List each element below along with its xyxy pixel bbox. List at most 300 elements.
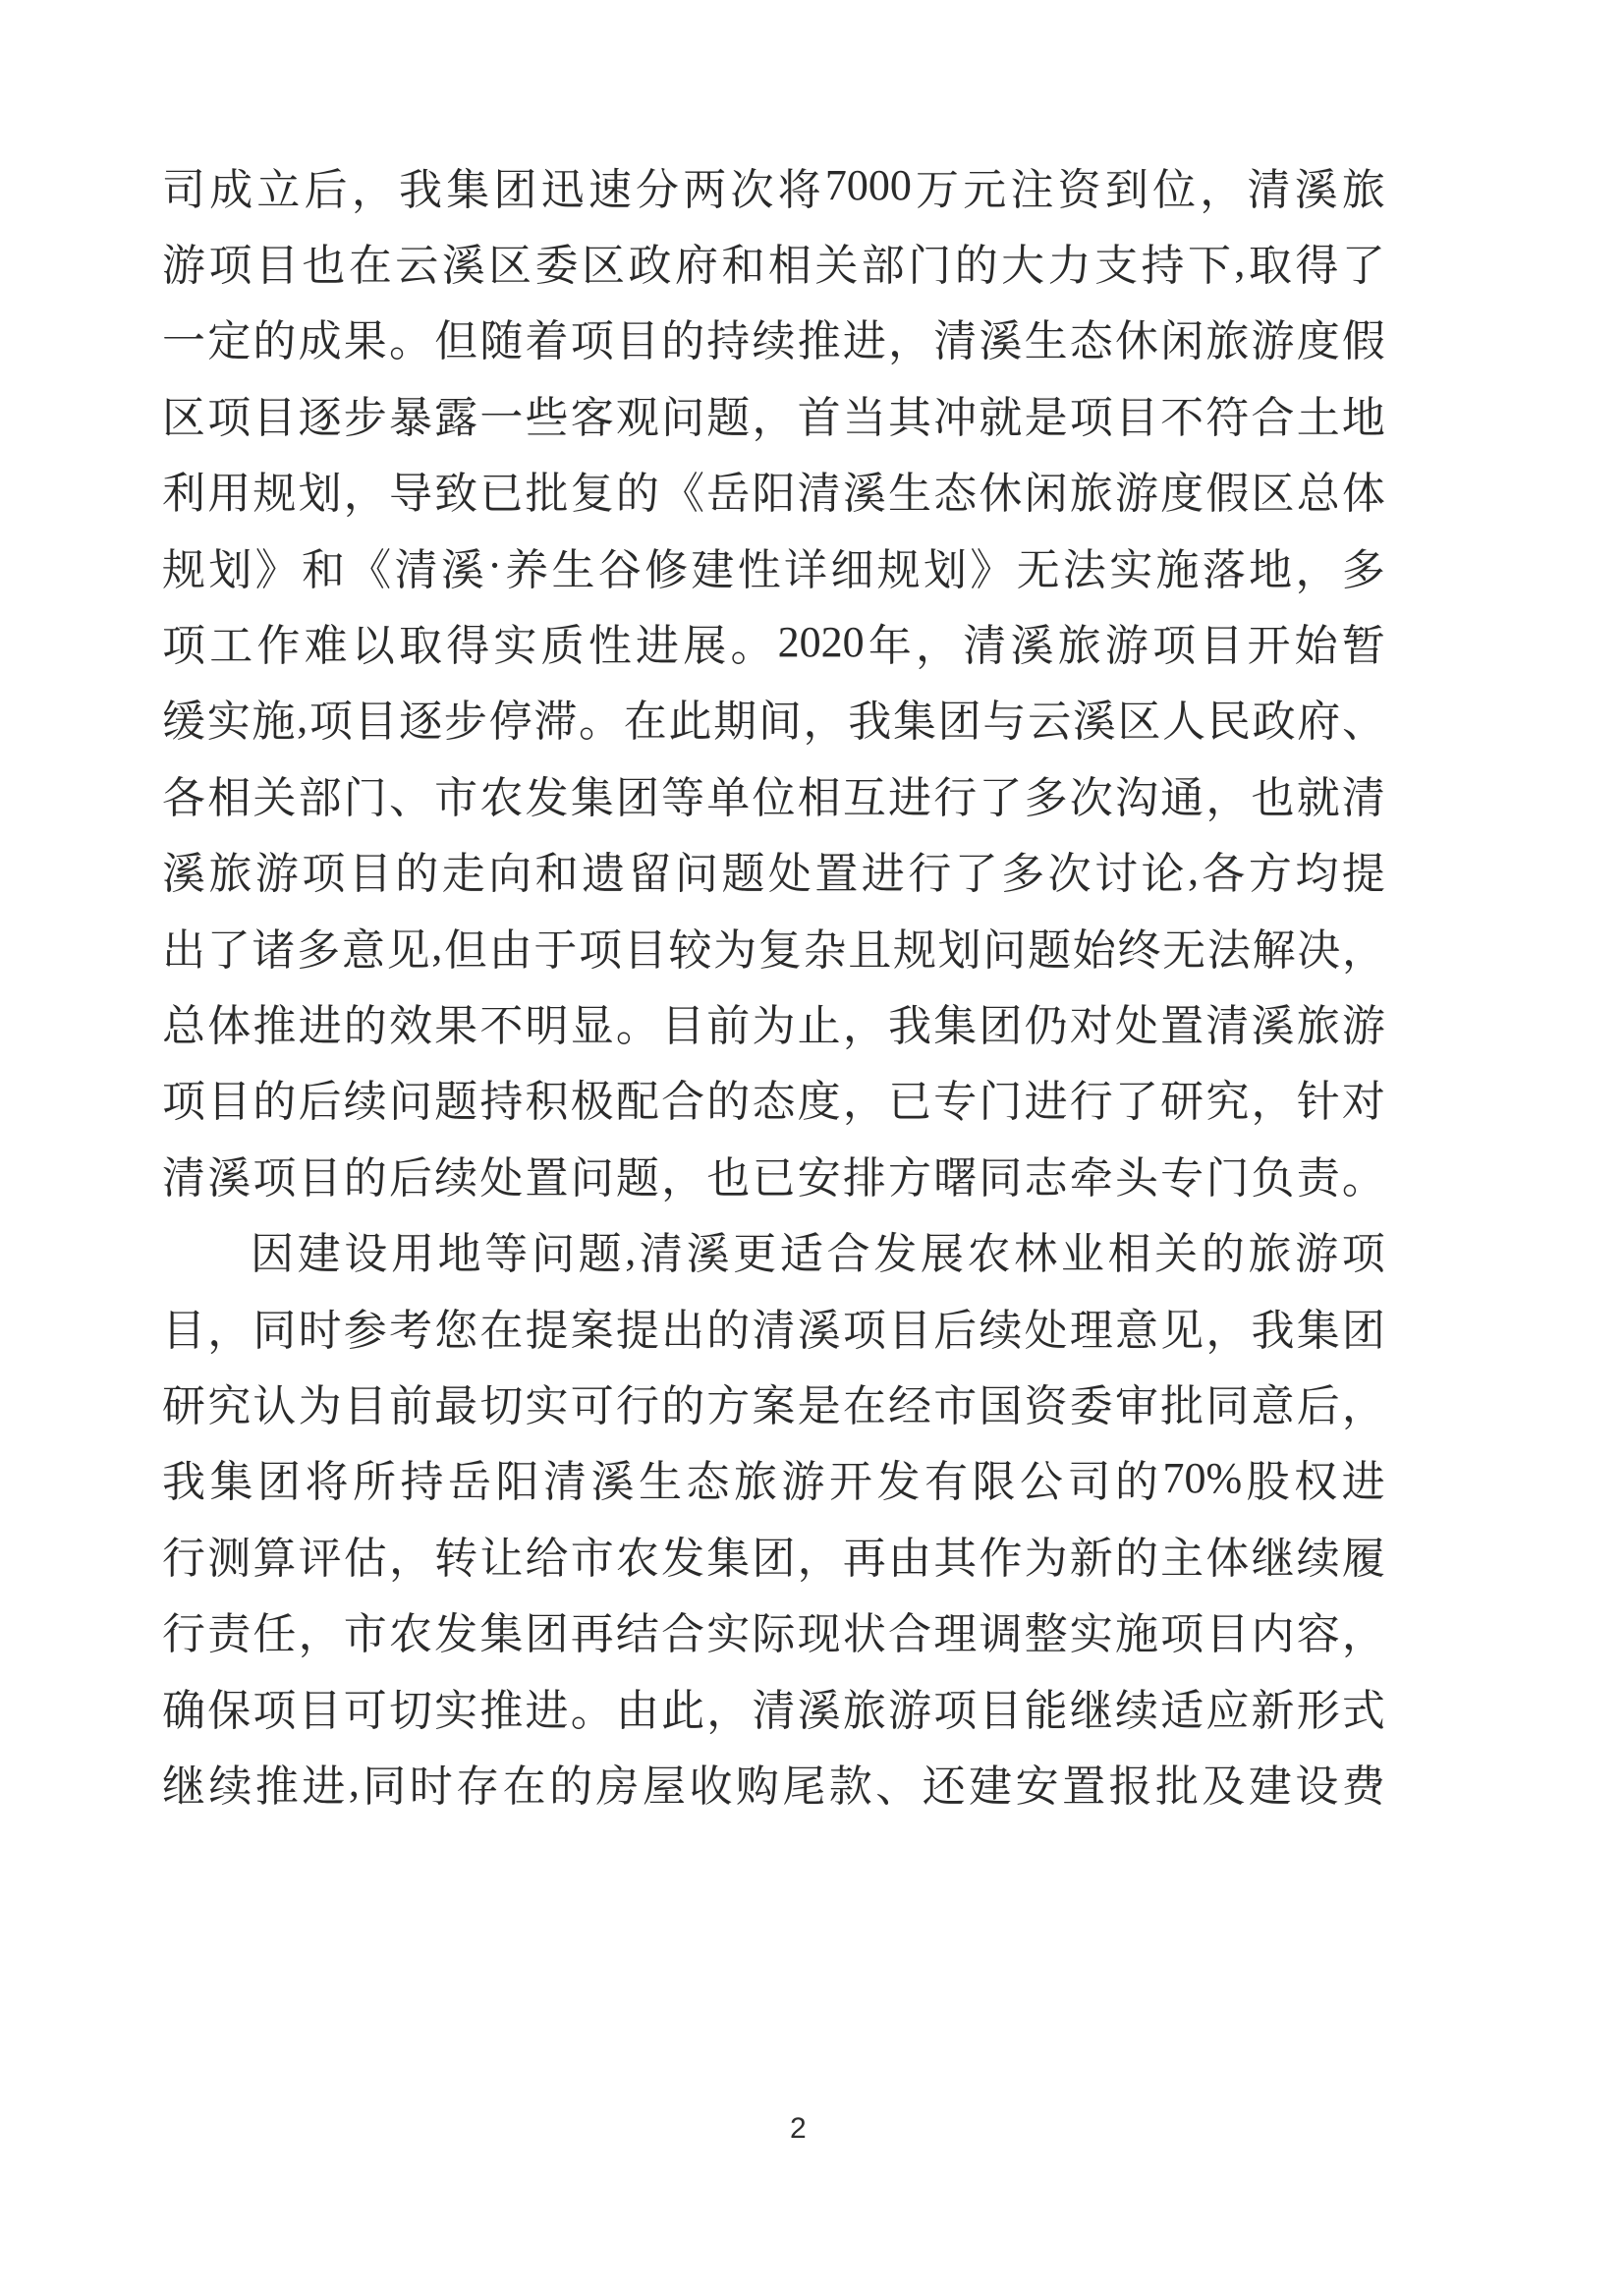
glyph: 和 — [721, 242, 765, 291]
glyph: 您 — [434, 1306, 478, 1355]
glyph: 假 — [1205, 470, 1250, 519]
glyph: 司 — [162, 165, 205, 214]
glyph: 较 — [668, 925, 712, 975]
glyph: 内 — [1251, 1610, 1295, 1659]
glyph: 我 — [888, 1001, 931, 1050]
glyph: 细 — [830, 545, 874, 594]
glyph: 人 — [1162, 698, 1206, 747]
glyph: 设 — [344, 1230, 388, 1279]
glyph: 提 — [615, 1306, 659, 1355]
glyph: 了 — [979, 773, 1023, 822]
glyph: 作 — [979, 1534, 1023, 1583]
glyph: 提 — [1341, 850, 1385, 899]
text-line — [162, 452, 1385, 528]
glyph: 继 — [1069, 1686, 1113, 1735]
text-line — [162, 375, 1385, 451]
glyph: 集 — [209, 1458, 253, 1507]
glyph: 由 — [615, 1686, 659, 1735]
glyph: 《 — [348, 545, 392, 594]
glyph: 合 — [826, 1230, 870, 1279]
glyph: 负 — [1251, 1153, 1295, 1203]
glyph: 规 — [252, 470, 297, 519]
glyph: 是 — [797, 1381, 841, 1430]
glyph: 也 — [302, 242, 346, 291]
glyph: 露 — [434, 393, 478, 442]
glyph: 给 — [525, 1534, 569, 1583]
glyph: 的 — [1201, 1230, 1245, 1279]
glyph: 进 — [1024, 1078, 1068, 1127]
glyph: 溪 — [207, 1153, 252, 1203]
glyph: 部 — [861, 242, 905, 291]
glyph: 的 — [954, 242, 998, 291]
glyph: 际 — [752, 1610, 796, 1659]
glyph: 意 — [341, 925, 385, 975]
glyph: 项 — [207, 393, 252, 442]
glyph: 在 — [479, 1306, 524, 1355]
glyph: 详 — [784, 545, 828, 594]
glyph: 仍 — [1024, 1001, 1068, 1050]
glyph: 旅 — [1205, 317, 1250, 366]
glyph: 溪 — [1010, 622, 1054, 671]
glyph: 款 — [828, 1762, 872, 1811]
glyph: 游 — [1114, 470, 1158, 519]
glyph: 再 — [842, 1534, 886, 1583]
glyph: 保 — [207, 1686, 252, 1735]
glyph: 批 — [1154, 1762, 1199, 1811]
glyph: 闲 — [1160, 317, 1204, 366]
glyph: 溪 — [590, 1458, 635, 1507]
glyph: 目 — [354, 698, 398, 747]
glyph: 步 — [443, 698, 487, 747]
glyph: 将 — [777, 165, 821, 214]
glyph: 合 — [1251, 393, 1295, 442]
glyph: 溪 — [1072, 698, 1116, 747]
glyph: 。 — [388, 317, 432, 366]
glyph: 持 — [479, 1078, 524, 1127]
glyph: 清 — [752, 1686, 796, 1735]
glyph: 问 — [674, 850, 718, 899]
glyph: 置 — [1062, 1762, 1106, 1811]
glyph: 相 — [797, 773, 841, 822]
glyph: 的 — [395, 850, 439, 899]
glyph: 游 — [1295, 1230, 1339, 1279]
glyph: 目 — [252, 393, 297, 442]
glyph: 进 — [298, 1001, 342, 1050]
glyph: 提 — [525, 1306, 569, 1355]
glyph: 门 — [343, 773, 387, 822]
glyph: 始 — [1294, 622, 1338, 671]
glyph: 已 — [888, 1078, 931, 1127]
glyph: 目 — [1114, 393, 1158, 442]
glyph: 符 — [1205, 393, 1250, 442]
glyph: 项 — [579, 925, 623, 975]
glyph: 展 — [683, 622, 727, 671]
glyph: 项 — [1341, 1230, 1385, 1279]
glyph: 专 — [933, 1078, 978, 1127]
glyph: 续 — [979, 1306, 1023, 1355]
glyph: 持 — [706, 317, 751, 366]
glyph: 向 — [488, 850, 532, 899]
glyph: 体 — [207, 1001, 252, 1050]
page-number: 2 — [790, 2112, 807, 2145]
glyph: 建 — [691, 545, 735, 594]
glyph: 配 — [615, 1078, 659, 1127]
glyph: 位 — [752, 773, 796, 822]
glyph: 游 — [1104, 622, 1148, 671]
glyph: 区 — [1117, 698, 1161, 747]
glyph: 清 — [162, 1153, 205, 1203]
glyph: 随 — [479, 317, 524, 366]
glyph: 游 — [1341, 1001, 1385, 1050]
glyph: 态 — [933, 470, 978, 519]
glyph: 题 — [578, 1230, 622, 1279]
glyph: 究 — [1205, 1078, 1250, 1127]
glyph: 多 — [1341, 545, 1385, 594]
glyph: 清 — [1341, 773, 1385, 822]
glyph: 溪 — [797, 1686, 841, 1735]
glyph: 费 — [1341, 1762, 1385, 1811]
glyph: 府 — [1297, 698, 1341, 747]
glyph: 司 — [1067, 1458, 1111, 1507]
glyph: 处 — [1114, 1001, 1158, 1050]
glyph: 次 — [730, 165, 774, 214]
glyph: 积 — [525, 1078, 569, 1127]
glyph: 生 — [639, 1458, 682, 1507]
glyph: 还 — [922, 1762, 966, 1811]
text-line — [162, 983, 1385, 1059]
glyph: 关 — [252, 773, 297, 822]
glyph: 理 — [1069, 1306, 1113, 1355]
glyph: 旅 — [1296, 1001, 1340, 1050]
text-line — [162, 1668, 1385, 1744]
glyph: 的 — [252, 1078, 297, 1127]
glyph: · — [487, 541, 502, 590]
glyph: 不 — [1160, 393, 1204, 442]
glyph: 在 — [842, 1381, 886, 1430]
glyph: 目 — [343, 1381, 387, 1430]
glyph: 成 — [298, 317, 342, 366]
glyph: 遗 — [582, 850, 626, 899]
glyph: 清 — [543, 1458, 587, 1507]
glyph: ， — [803, 698, 847, 747]
glyph: 杂 — [803, 925, 847, 975]
glyph: 溪 — [842, 470, 886, 519]
glyph: 部 — [298, 773, 342, 822]
glyph: 应 — [1205, 1686, 1250, 1735]
glyph: 谷 — [597, 545, 642, 594]
glyph: 区 — [162, 393, 205, 442]
glyph: 次 — [1047, 850, 1092, 899]
glyph: ， — [706, 1686, 751, 1735]
glyph: 处 — [479, 1153, 524, 1203]
text-line — [162, 147, 1385, 223]
glyph: 见 — [1160, 1306, 1204, 1355]
glyph: 的 — [706, 1078, 751, 1127]
glyph: 任 — [252, 1610, 297, 1659]
glyph: 案 — [570, 1306, 614, 1355]
glyph: 批 — [525, 470, 569, 519]
glyph: ， — [661, 1153, 705, 1203]
glyph: 政 — [628, 242, 672, 291]
glyph: 逐 — [298, 393, 342, 442]
glyph: 市 — [434, 773, 478, 822]
glyph: 极 — [570, 1078, 614, 1127]
glyph: 目 — [162, 1306, 205, 1355]
glyph: 的 — [661, 1381, 705, 1430]
glyph: 规 — [876, 545, 921, 594]
glyph: 为 — [298, 1381, 342, 1430]
glyph: 报 — [1108, 1762, 1152, 1811]
glyph: 所 — [353, 1458, 396, 1507]
glyph: 续 — [434, 1153, 478, 1203]
glyph: 清 — [933, 317, 978, 366]
glyph: 在 — [348, 242, 392, 291]
glyph: 多 — [1024, 773, 1068, 822]
glyph: 规 — [162, 545, 205, 594]
glyph: 批 — [1160, 1381, 1204, 1430]
glyph: 以 — [351, 622, 395, 671]
glyph: 清 — [963, 622, 1007, 671]
glyph: 沟 — [1114, 773, 1158, 822]
glyph: 其 — [888, 393, 931, 442]
glyph: 进 — [636, 622, 680, 671]
glyph: 意 — [1114, 1306, 1158, 1355]
glyph: 民 — [1206, 698, 1251, 747]
glyph: 已 — [479, 470, 524, 519]
glyph: 林 — [1014, 1230, 1058, 1279]
glyph: 项 — [252, 1686, 297, 1735]
glyph: 志 — [1024, 1153, 1068, 1203]
glyph: 发 — [876, 1458, 921, 1507]
glyph: 作 — [256, 622, 301, 671]
glyph: 项 — [1160, 1610, 1204, 1659]
glyph: ， — [1341, 925, 1385, 975]
glyph: 总 — [1296, 470, 1340, 519]
glyph: 期 — [713, 698, 757, 747]
glyph: 政 — [1252, 698, 1296, 747]
glyph: 各 — [1202, 850, 1246, 899]
glyph: 就 — [1296, 773, 1340, 822]
text-line — [162, 832, 1385, 908]
glyph: 和 — [534, 850, 579, 899]
glyph: 对 — [1341, 1078, 1385, 1127]
glyph: 此 — [668, 698, 712, 747]
glyph: 审 — [1114, 1381, 1158, 1430]
glyph: 体 — [1341, 470, 1385, 519]
glyph: 成 — [209, 165, 253, 214]
glyph: 合 — [661, 1610, 705, 1659]
glyph: 游 — [1251, 317, 1295, 366]
glyph: 团 — [937, 698, 981, 747]
glyph: 同 — [1205, 1381, 1250, 1430]
glyph: 了 — [206, 925, 251, 975]
glyph: 再 — [570, 1610, 614, 1659]
glyph: 假 — [1341, 317, 1385, 366]
glyph: 相 — [1107, 1230, 1151, 1279]
glyph: 团 — [493, 165, 537, 214]
glyph: 溪 — [797, 1306, 841, 1355]
glyph: 履 — [1341, 1534, 1385, 1583]
glyph: 暴 — [388, 393, 432, 442]
glyph: ， — [842, 1078, 886, 1127]
glyph: 了 — [954, 850, 998, 899]
glyph: 阳 — [495, 1458, 539, 1507]
glyph: 致 — [434, 470, 478, 519]
glyph: 旅 — [734, 1458, 777, 1507]
glyph: 。 — [570, 1686, 614, 1735]
glyph: 前 — [388, 1381, 432, 1430]
glyph: 导 — [388, 470, 432, 519]
glyph: 溪 — [979, 317, 1023, 366]
glyph: 题 — [615, 1153, 659, 1203]
glyph: 意 — [1251, 1381, 1295, 1430]
glyph: 一 — [162, 317, 205, 366]
glyph: 关 — [814, 242, 859, 291]
glyph: 问 — [661, 393, 705, 442]
glyph: 房 — [595, 1762, 640, 1811]
glyph: 游 — [254, 850, 299, 899]
glyph: 溪 — [1251, 1001, 1295, 1050]
glyph: 养 — [505, 545, 549, 594]
glyph: 目 — [348, 850, 392, 899]
text-line — [162, 1288, 1385, 1364]
glyph: 项 — [162, 1078, 205, 1127]
glyph: 单 — [706, 773, 751, 822]
glyph: 2020 — [777, 617, 865, 666]
glyph: 行 — [162, 1610, 205, 1659]
glyph: 其 — [933, 1534, 978, 1583]
glyph: 的 — [1115, 1458, 1158, 1507]
text-line — [162, 1592, 1385, 1667]
glyph: 农 — [615, 1534, 659, 1583]
glyph: 项 — [302, 850, 346, 899]
glyph: 购 — [735, 1762, 779, 1811]
glyph: 划 — [298, 470, 342, 519]
text-line — [162, 680, 1385, 756]
glyph: 确 — [162, 1686, 205, 1735]
glyph: 旅 — [1057, 622, 1101, 671]
glyph: , — [297, 693, 308, 742]
glyph: 划 — [923, 545, 967, 594]
glyph: 主 — [1160, 1534, 1204, 1583]
glyph: ， — [842, 1001, 886, 1050]
glyph: 得 — [1295, 242, 1339, 291]
glyph: 终 — [1117, 925, 1161, 975]
glyph: ， — [916, 622, 960, 671]
glyph: 就 — [979, 393, 1023, 442]
glyph: ， — [1205, 1306, 1250, 1355]
glyph: 目 — [298, 1686, 342, 1735]
glyph: 项 — [570, 317, 614, 366]
text-line — [162, 1060, 1385, 1136]
glyph: 项 — [308, 698, 353, 747]
glyph: 但 — [443, 925, 487, 975]
glyph: 法 — [1206, 925, 1251, 975]
glyph: 发 — [434, 1610, 478, 1659]
glyph: 观 — [615, 393, 659, 442]
glyph: , — [348, 1758, 360, 1807]
glyph: 总 — [162, 1001, 205, 1050]
glyph: 屋 — [642, 1762, 686, 1811]
glyph: 见 — [386, 925, 430, 975]
glyph: 为 — [713, 925, 757, 975]
glyph: 后 — [933, 1306, 978, 1355]
glyph: 集 — [479, 1610, 524, 1659]
text-line — [162, 1440, 1385, 1516]
glyph: 我 — [162, 1458, 205, 1507]
glyph: ， — [1200, 165, 1244, 214]
glyph: 阳 — [752, 470, 796, 519]
glyph: 多 — [1001, 850, 1045, 899]
glyph: 在 — [623, 698, 667, 747]
glyph: ， — [343, 470, 387, 519]
glyph: 实 — [1069, 1610, 1113, 1659]
glyph: 游 — [162, 242, 205, 291]
glyph: 实 — [706, 1610, 751, 1659]
glyph: 等 — [661, 773, 705, 822]
glyph: 注 — [1010, 165, 1054, 214]
glyph: 暂 — [1341, 622, 1385, 671]
glyph: 两 — [683, 165, 727, 214]
glyph: 转 — [434, 1534, 478, 1583]
glyph: 团 — [979, 1001, 1023, 1050]
glyph: 业 — [1060, 1230, 1104, 1279]
glyph: 目 — [207, 1078, 252, 1127]
glyph: 时 — [298, 1306, 342, 1355]
glyph: 、 — [1341, 698, 1385, 747]
glyph: 新 — [1069, 1534, 1113, 1583]
glyph: 实 — [1109, 545, 1153, 594]
glyph: 门 — [1205, 1153, 1250, 1203]
glyph: 可 — [343, 1686, 387, 1735]
glyph: 、 — [388, 773, 432, 822]
glyph: 建 — [297, 1230, 341, 1279]
glyph: 目 — [888, 1306, 931, 1355]
glyph: 的 — [615, 470, 659, 519]
glyph: 针 — [1296, 1078, 1340, 1127]
glyph: 取 — [399, 622, 443, 671]
glyph: 滞 — [533, 698, 578, 747]
glyph: 农 — [967, 1230, 1011, 1279]
glyph: , — [625, 1225, 637, 1274]
glyph: 专 — [1160, 1153, 1204, 1203]
glyph: 继 — [1251, 1534, 1295, 1583]
glyph: 客 — [570, 393, 614, 442]
glyph: ， — [1205, 773, 1250, 822]
glyph: 同 — [363, 1762, 407, 1811]
glyph: 门 — [908, 242, 952, 291]
glyph: 由 — [888, 1534, 931, 1583]
glyph: 股 — [1246, 1458, 1290, 1507]
glyph: 。 — [730, 622, 774, 671]
glyph: 复 — [570, 470, 614, 519]
glyph: 参 — [343, 1306, 387, 1355]
glyph: 《 — [661, 470, 705, 519]
glyph: 继 — [162, 1762, 205, 1811]
glyph: 续 — [1114, 1686, 1158, 1735]
glyph: 后 — [388, 1153, 432, 1203]
glyph: 经 — [888, 1381, 931, 1430]
glyph: 行 — [933, 773, 978, 822]
glyph: 施 — [1114, 1610, 1158, 1659]
glyph: 续 — [343, 1078, 387, 1127]
glyph: 明 — [525, 1001, 569, 1050]
glyph: 的 — [706, 1306, 751, 1355]
glyph: 时 — [409, 1762, 453, 1811]
glyph: 头 — [1114, 1153, 1158, 1203]
text-line — [162, 1744, 1385, 1819]
glyph: 区 — [582, 242, 626, 291]
